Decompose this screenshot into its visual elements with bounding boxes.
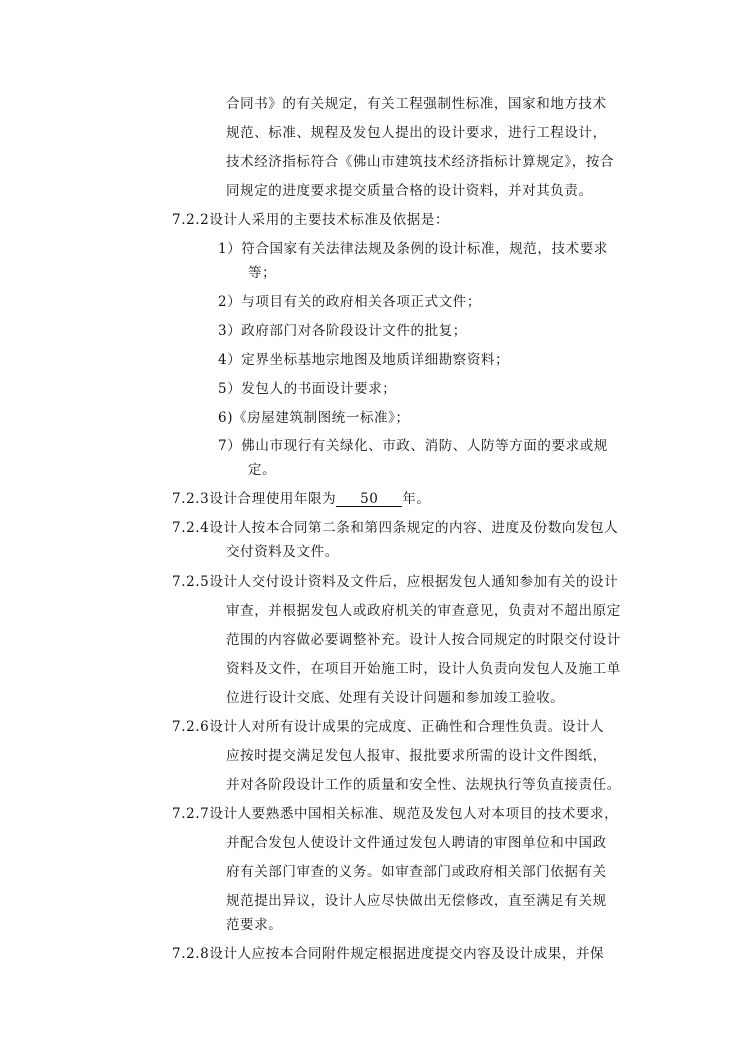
intro-line: 规范、标准、规程及发包人提出的设计要求，进行工程设计，	[226, 125, 607, 141]
list-item: 6)《房屋建筑制图统一标准》；	[218, 410, 410, 426]
clause-number: 7.2.3	[172, 491, 210, 507]
clause-continuation: 审查，并根据发包人或政府机关的审查意见，负责对不超出原定	[226, 603, 621, 619]
clause-continuation: 府有关部门审查的义务。如审查部门或政府相关部门依据有关	[226, 864, 607, 880]
clause-text: 设计人交付设计资料及文件后，应根据发包人通知参加有关的设计	[209, 574, 619, 590]
clause-7-2-7	[172, 805, 618, 823]
clause-7-2-2-heading	[172, 211, 449, 229]
clause-text: 设计人要熟悉中国相关标准、规范及发包人对本项目的技术要求，	[209, 806, 619, 822]
intro-line: 技术经济指标符合《佛山市建筑技术经济指标计算规定》，按合	[226, 154, 615, 170]
clause-continuation: 应按时提交满足发包人报审、报批要求所需的设计文件图纸，	[226, 748, 607, 764]
clause-7-2-6	[172, 718, 604, 736]
clause-text-end: 年。	[402, 491, 431, 507]
list-item-continuation: 等；	[248, 265, 277, 281]
intro-line: 合同书》的有关规定，有关工程强制性标准，国家和地方技术	[226, 96, 607, 112]
clause-text: 设计人按本合同第二条和第四条规定的内容、进度及份数向发包人	[209, 520, 619, 536]
list-item: 7）佛山市现行有关绿化、市政、消防、人防等方面的要求或规	[218, 438, 608, 454]
list-item: 1）符合国家有关法律法规及条例的设计标准，规范，技术要求	[218, 241, 608, 257]
clause-7-2-3	[172, 490, 430, 508]
intro-line: 同规定的进度要求提交质量合格的设计资料，并对其负责。	[226, 183, 593, 199]
clause-continuation: 资料及文件，在项目开始施工时，设计人负责向发包人及施工单	[226, 661, 621, 677]
clause-continuation: 位进行设计交底、处理有关设计问题和参加竣工验收。	[226, 690, 565, 706]
list-item: 4）定界坐标基地宗地图及地质详细勘察资料；	[218, 352, 510, 368]
clause-continuation: 范围的内容做必要调整补充。设计人按合同规定的时限交付设计	[226, 632, 621, 648]
clause-7-2-5	[172, 573, 618, 591]
clause-continuation: 范要求。	[226, 917, 283, 933]
clause-text: 设计人应按本合同附件规定根据进度提交内容及设计成果，并保	[209, 946, 605, 962]
clause-number: 7.2.8	[172, 946, 210, 962]
list-item: 2）与项目有关的政府相关各项正式文件；	[218, 294, 481, 310]
clause-continuation: 交付资料及文件。	[226, 544, 339, 560]
clause-number: 7.2.2	[172, 212, 210, 228]
clause-continuation: 并配合发包人使设计文件通过发包人聘请的审图单位和中国政	[226, 835, 607, 851]
clause-text: 设计合理使用年限为	[209, 491, 337, 507]
clause-7-2-4	[172, 519, 618, 537]
clause-continuation: 规范提出异议，设计人应尽快做出无偿修改，直至满足有关规	[226, 893, 607, 909]
clause-continuation: 并对各阶段设计工作的质量和安全性、法规执行等负直接责任。	[226, 777, 621, 793]
clause-number: 7.2.6	[172, 719, 210, 735]
list-item: 3）政府部门对各阶段设计文件的批复；	[218, 323, 467, 339]
clause-number: 7.2.4	[172, 520, 210, 536]
clause-number: 7.2.5	[172, 574, 210, 590]
clause-text: 设计人采用的主要技术标准及依据是：	[209, 212, 450, 228]
list-item: 5）发包人的书面设计要求；	[218, 381, 397, 397]
years-value: 50	[336, 492, 402, 507]
clause-text: 设计人对所有设计成果的完成度、正确性和合理性负责。设计人	[209, 719, 605, 735]
clause-number: 7.2.7	[172, 806, 210, 822]
list-item-continuation: 定。	[248, 462, 277, 478]
clause-7-2-8	[172, 945, 604, 963]
